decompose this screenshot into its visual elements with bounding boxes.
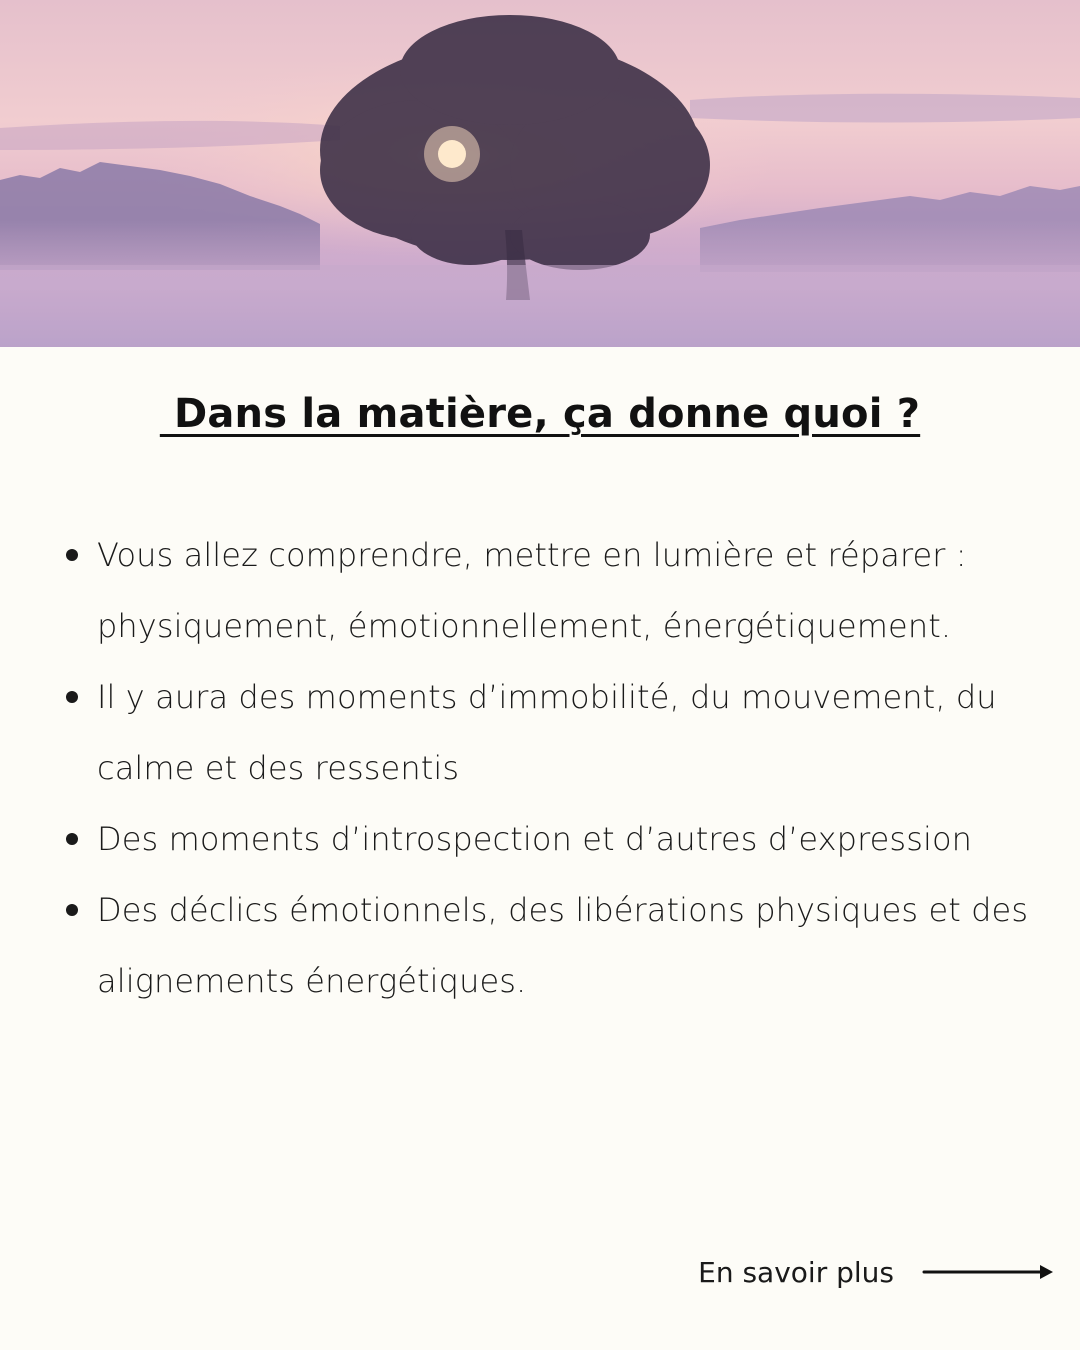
misty-tree-landscape	[0, 0, 1080, 347]
list-item	[54, 662, 1064, 804]
arrow-right-icon	[922, 1264, 1054, 1280]
hero-image	[0, 0, 1080, 347]
bullet-icon	[66, 691, 78, 703]
list-item-text: Des moments d’introspection et d’autres d’expression	[97, 820, 973, 858]
learn-more-link[interactable]	[698, 1250, 1054, 1294]
list-item	[54, 875, 1064, 1017]
list-item	[54, 804, 1064, 875]
list-item-text: Vous allez comprendre, mettre en lumière et réparer : physiquement, émotionnellement, énergétiquement.	[97, 536, 967, 645]
page-title: Dans la matière, ça donne quoi ?	[159, 391, 921, 437]
bullet-icon	[66, 904, 78, 916]
list-item-text: Des déclics émotionnels, des libérations physiques et des alignements énergétiques.	[97, 891, 1029, 1000]
bullet-icon	[66, 549, 78, 561]
learn-more-label: En savoir plus	[698, 1255, 894, 1289]
bullet-icon	[66, 833, 78, 845]
list-item-text: Il y aura des moments d’immobilité, du mouvement, du calme et des ressentis	[97, 678, 997, 787]
bullet-list	[54, 520, 1064, 1017]
list-item	[54, 520, 1064, 662]
